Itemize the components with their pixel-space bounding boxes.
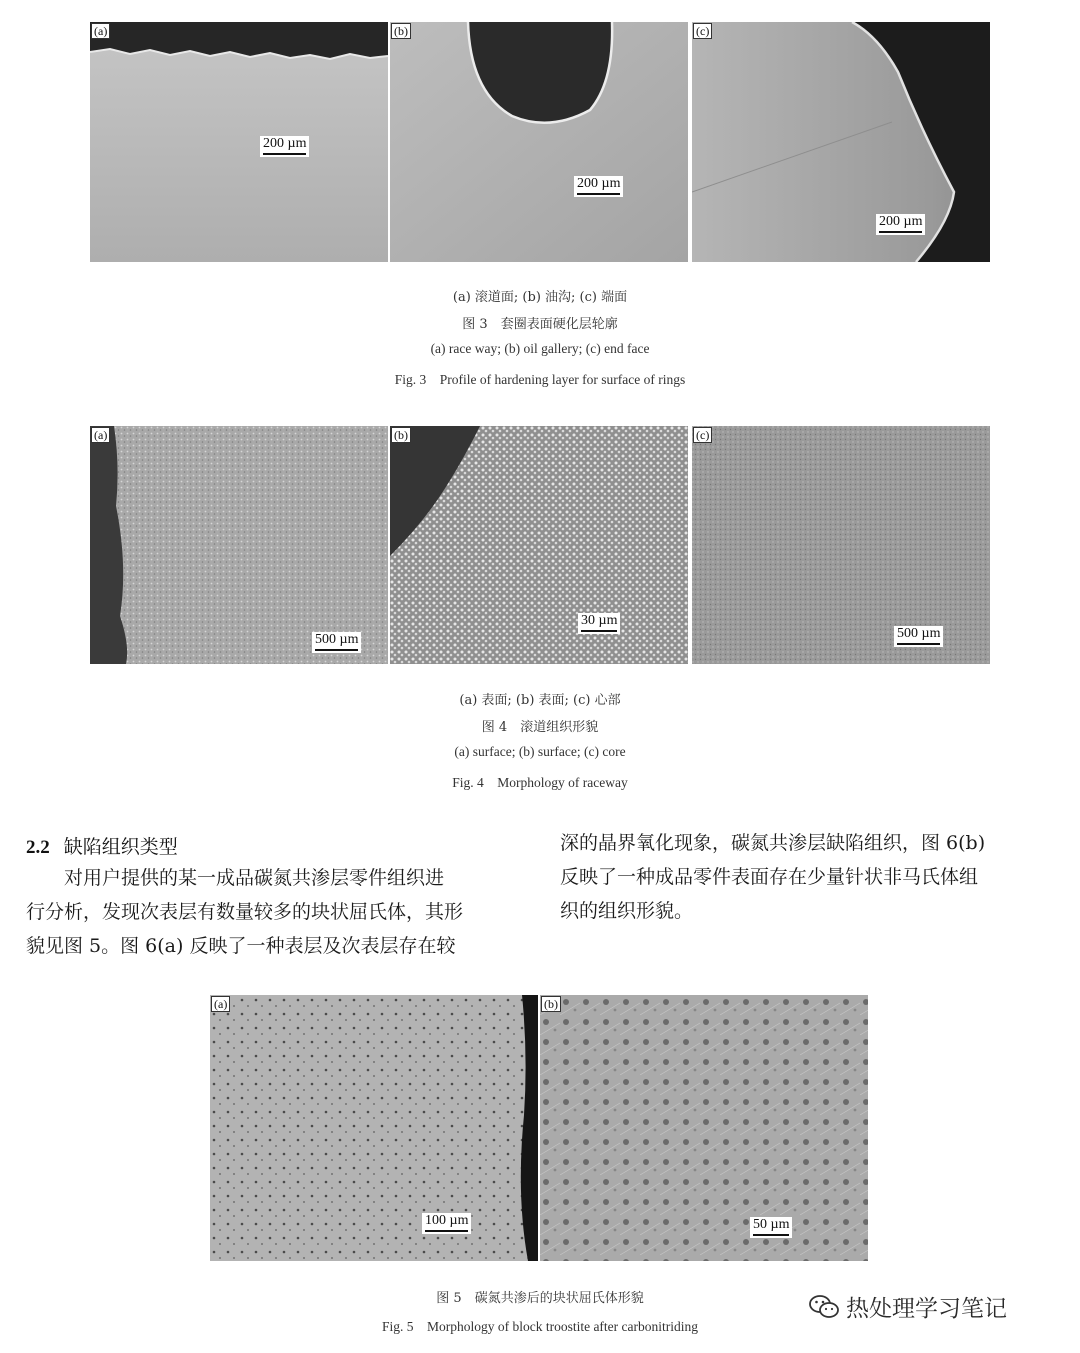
panel-label: (c) (693, 427, 712, 443)
scale-bar (260, 136, 309, 157)
section-heading (26, 832, 178, 859)
fig4-panel-b (390, 426, 688, 664)
fig3-panel-a (90, 22, 388, 262)
fig5-title-en: Fig. 5 Morphology of block troostite after carbonitriding (381, 1319, 699, 1334)
fig4-panel-a (90, 426, 388, 664)
fig3-title-en: Fig. 3 Profile of hardening layer for surface of rings (394, 372, 686, 387)
fig5-title-cn: 图 5 碳氮共渗后的块状屈氏体形貌 (436, 1291, 644, 1306)
scale-label: 200 µm (577, 176, 621, 191)
scale-bar (422, 1213, 471, 1234)
text-line: 貌见图 5。图 6(a) 反映了一种表层及次表层存在较 (26, 935, 456, 957)
body-text-left (26, 861, 536, 963)
wechat-icon (808, 1294, 840, 1326)
scale-bar (750, 1217, 792, 1238)
panel-label: (b) (391, 427, 411, 443)
fig3-title-cn: 图 3 套圈表面硬化层轮廓 (462, 317, 618, 332)
scale-label: 30 µm (581, 613, 618, 628)
fig3-sub-cn: (a) 滚道面; (b) 油沟; (c) 端面 (452, 290, 628, 305)
fig3-panel-c (692, 22, 990, 262)
text-line: 织的组织形貌。 (560, 900, 694, 922)
fig3-panel-b (390, 22, 688, 262)
scale-bar (876, 214, 925, 235)
panel-label: (a) (91, 23, 110, 39)
fig5-panel-b (540, 995, 868, 1261)
text-line: 行分析，发现次表层有数量较多的块状屈氏体，其形 (26, 901, 464, 923)
scale-bar (578, 613, 620, 634)
scale-label: 500 µm (897, 626, 941, 641)
scale-label: 100 µm (425, 1213, 469, 1228)
text-line: 对用户提供的某一成品碳氮共渗层零件组织进 (26, 867, 445, 889)
scale-label: 500 µm (315, 632, 359, 647)
body-text-right (560, 826, 1060, 928)
text-line: 深的晶界氧化现象，碳氮共渗层缺陷组织，图 6(b) (560, 832, 986, 854)
panel-label: (b) (541, 996, 561, 1012)
scale-bar (574, 176, 623, 197)
panel-label: (b) (391, 23, 411, 39)
text-line: 反映了一种成品零件表面存在少量针状非马氏体组 (560, 866, 979, 888)
fig5-panel-a (210, 995, 538, 1261)
fig4-title-cn: 图 4 滚道组织形貌 (481, 720, 599, 735)
panel-label: (a) (91, 427, 110, 443)
fig4-panel-c (692, 426, 990, 664)
scale-label: 200 µm (879, 214, 923, 229)
section-number: 2.2 (26, 837, 50, 858)
scale-label: 200 µm (263, 136, 307, 151)
scale-bar (312, 632, 361, 653)
watermark-text: 热处理学习笔记 (846, 1296, 1007, 1322)
scale-label: 50 µm (753, 1217, 790, 1232)
fig3-sub-en: (a) race way; (b) oil gallery; (c) end face (430, 341, 650, 356)
scale-bar (894, 626, 943, 647)
section-title: 缺陷组织类型 (63, 836, 178, 858)
fig4-sub-en: (a) surface; (b) surface; (c) core (454, 744, 626, 759)
panel-label: (c) (693, 23, 712, 39)
fig4-title-en: Fig. 4 Morphology of raceway (452, 775, 628, 790)
fig4-sub-cn: (a) 表面; (b) 表面; (c) 心部 (459, 693, 621, 708)
panel-label: (a) (211, 996, 230, 1012)
watermark (808, 1290, 1007, 1326)
